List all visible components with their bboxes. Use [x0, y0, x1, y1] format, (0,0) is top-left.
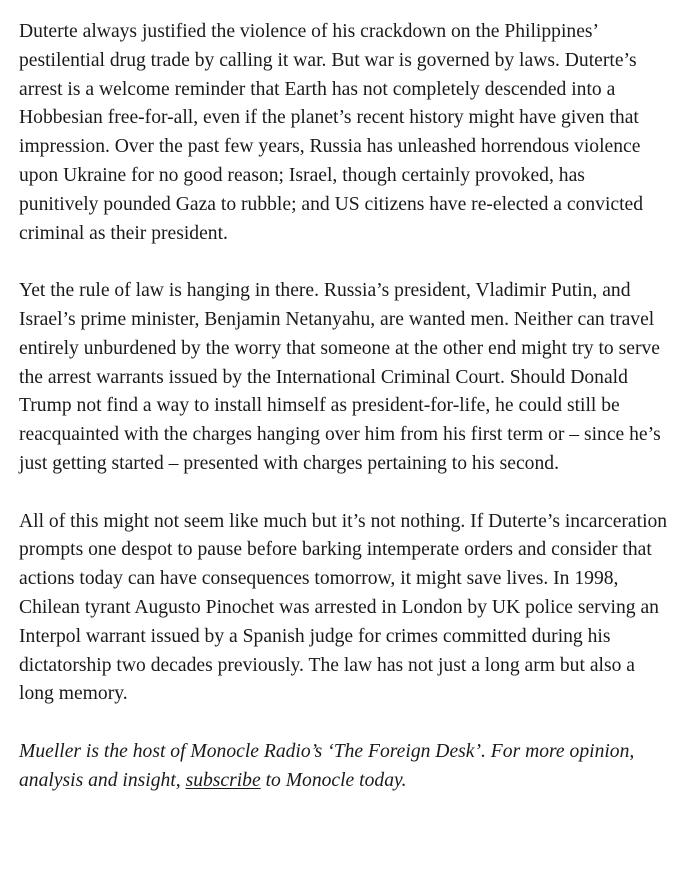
article-paragraph: Duterte always justified the violence of his crackdown on the Philippines’ pestilential drug trade by calling it war. But war is governed by laws. Duterte’s arrest is a welcome reminder that Earth has not completely descended into a Hobbesian free-for-all, even if the planet’s recent history might have given that impression. Over the past few years, Russia has unleashed horrendous violence upon Ukraine for no good reason; Israel, though certainly provoked, has punitively pounded Gaza to rubble; and US citizens have re-elected a convicted criminal as their president.: [19, 21, 644, 244]
article-body: [19, 18, 669, 796]
subscribe-link[interactable]: subscribe: [185, 769, 261, 791]
article-paragraph: Yet the rule of law is hanging in there. Russia’s president, Vladimir Putin, and Israel’s prime minister, Benjamin Netanyahu, are wanted men. Neither can travel entirely unburdened by the worry that someone at the other end might try to serve the arrest warrants issued by the International Criminal Court. Should Donald Trump not find a way to install himself as president-for-life, he could still be reacquainted with the charges hanging over him from his first term or – since he’s just getting started – presented with charges pertaining to his second.: [19, 280, 661, 474]
author-note-text: Mueller is the host of Monocle Radio’s ‘The Foreign Desk’. For more opinion, analysis and insight,: [19, 740, 635, 791]
author-note-text-end: to Monocle today.: [260, 769, 407, 791]
author-note: [19, 738, 669, 796]
article-paragraph: All of this might not seem like much but it’s not nothing. If Duterte’s incarceration prompts one despot to pause before barking intemperate orders and consider that actions today can have consequences tomorrow, it might save lives. In 1998, Chilean tyrant Augusto Pinochet was arrested in London by UK police serving an Interpol warrant issued by a Spanish judge for crimes committed during his dictatorship two decades previously. The law has not just a long arm but also a long memory.: [19, 510, 668, 705]
